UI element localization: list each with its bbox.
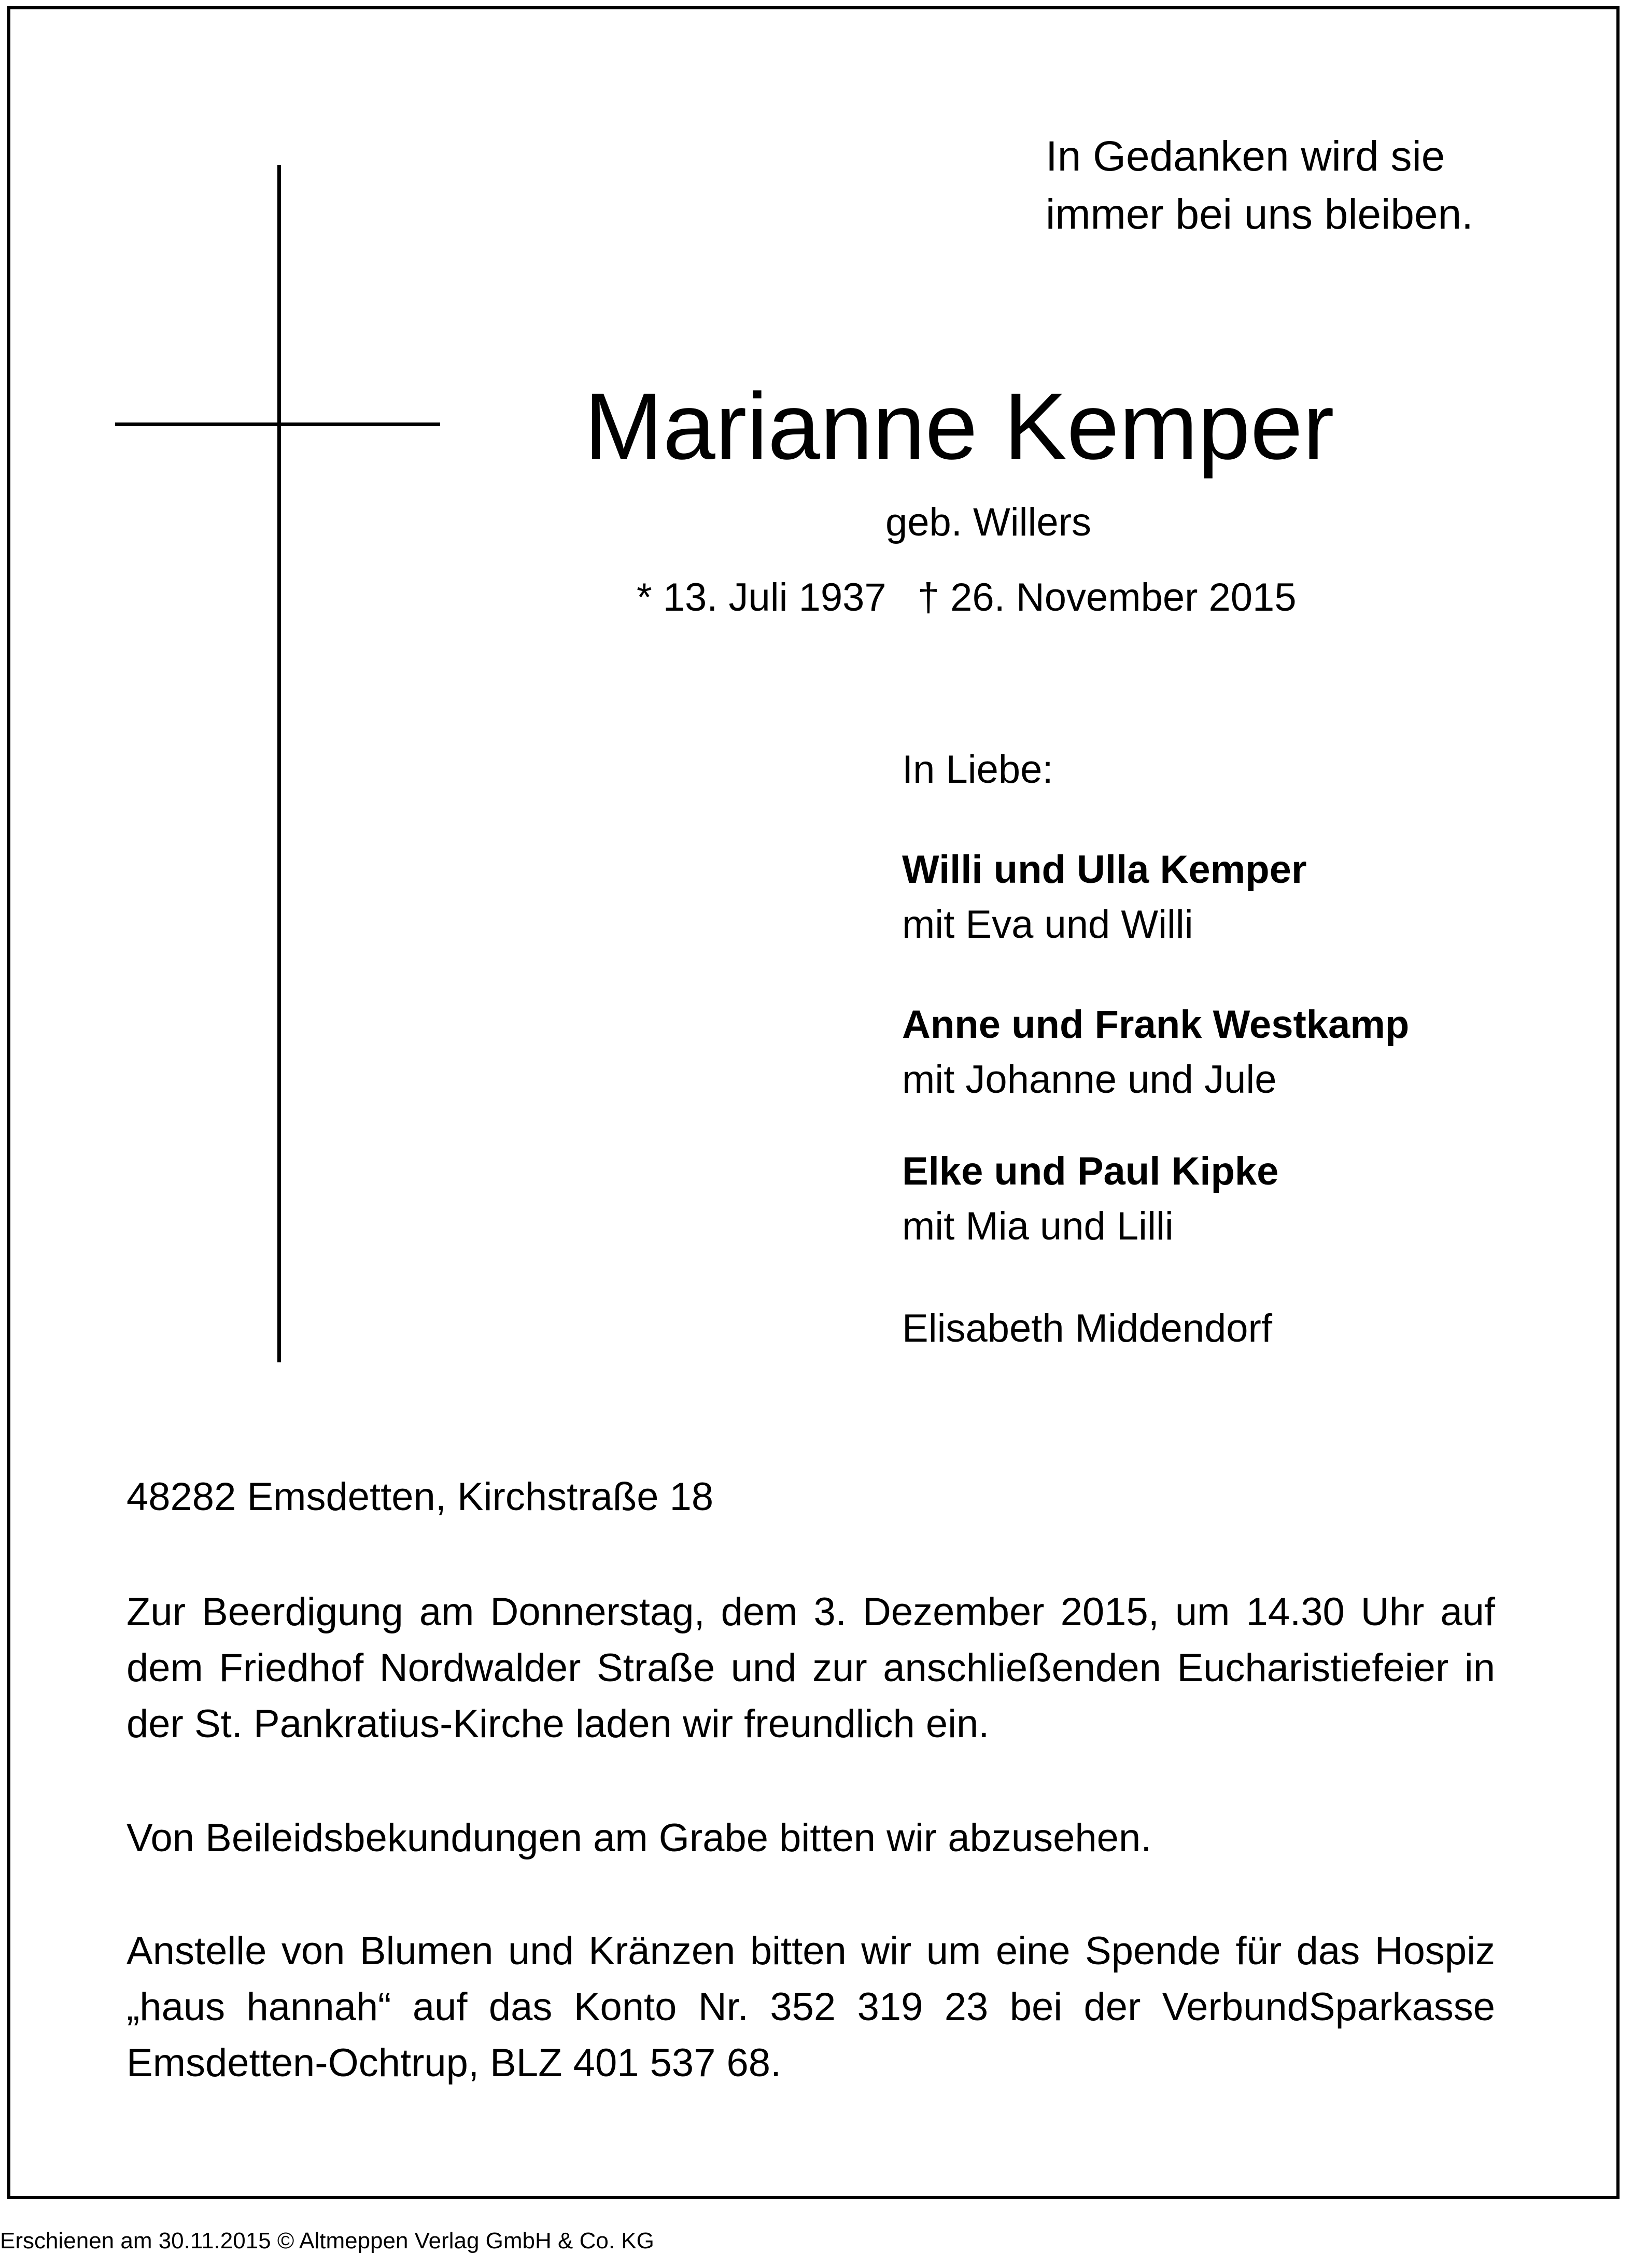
condolence-note: Von Beileidsbekundungen am Grabe bitten wir abzusehen. bbox=[126, 1816, 1152, 1860]
donation-note: Anstelle von Blumen und Kränzen bitten wir um eine Spende für das Hospiz „haus hannah“ auf das Konto Nr. 352 319 23 bei der VerbundSparkasse Emsdetten-Ochtrup, BLZ 401 537 68. bbox=[126, 1929, 1495, 2085]
family-3 bbox=[902, 1144, 1278, 1254]
born-name: geb. Willers bbox=[885, 500, 1091, 544]
family-3-names: Elke und Paul Kipke bbox=[902, 1149, 1279, 1193]
deceased-name: Marianne Kemper bbox=[584, 373, 1334, 479]
funeral-info: Zur Beerdigung am Donnerstag, dem 3. Dezember 2015, um 14.30 Uhr auf dem Friedhof Nordwalder Straße und zur anschließenden Eucharistiefeier in der St. Pankratius-Kirche laden wir freundlich ein. bbox=[126, 1590, 1495, 1746]
motto-line-2: immer bei uns bleiben. bbox=[1046, 191, 1473, 238]
publication-footer: Erschienen am 30.11.2015 © Altmeppen Verlag GmbH & Co. KG bbox=[0, 2228, 654, 2253]
motto bbox=[1046, 128, 1473, 244]
cross-icon-vertical bbox=[277, 165, 281, 1362]
family-3-children: mit Mia und Lilli bbox=[902, 1204, 1174, 1248]
other-mourner: Elisabeth Middendorf bbox=[902, 1306, 1272, 1350]
cross-icon-horizontal bbox=[115, 422, 440, 426]
family-1 bbox=[902, 842, 1307, 952]
family-2-children: mit Johanne und Jule bbox=[902, 1058, 1277, 1102]
family-2 bbox=[902, 997, 1409, 1107]
mourners-intro: In Liebe: bbox=[902, 748, 1053, 792]
family-2-names: Anne und Frank Westkamp bbox=[902, 1003, 1410, 1047]
birth-date: * 13. Juli 1937 bbox=[637, 575, 886, 619]
death-date: † 26. November 2015 bbox=[917, 575, 1297, 619]
motto-line-1: In Gedanken wird sie bbox=[1046, 133, 1445, 180]
family-1-children: mit Eva und Willi bbox=[902, 903, 1193, 947]
address: 48282 Emsdetten, Kirchstraße 18 bbox=[126, 1475, 714, 1519]
family-1-names: Willi und Ulla Kemper bbox=[902, 848, 1307, 892]
life-dates bbox=[637, 573, 1297, 623]
